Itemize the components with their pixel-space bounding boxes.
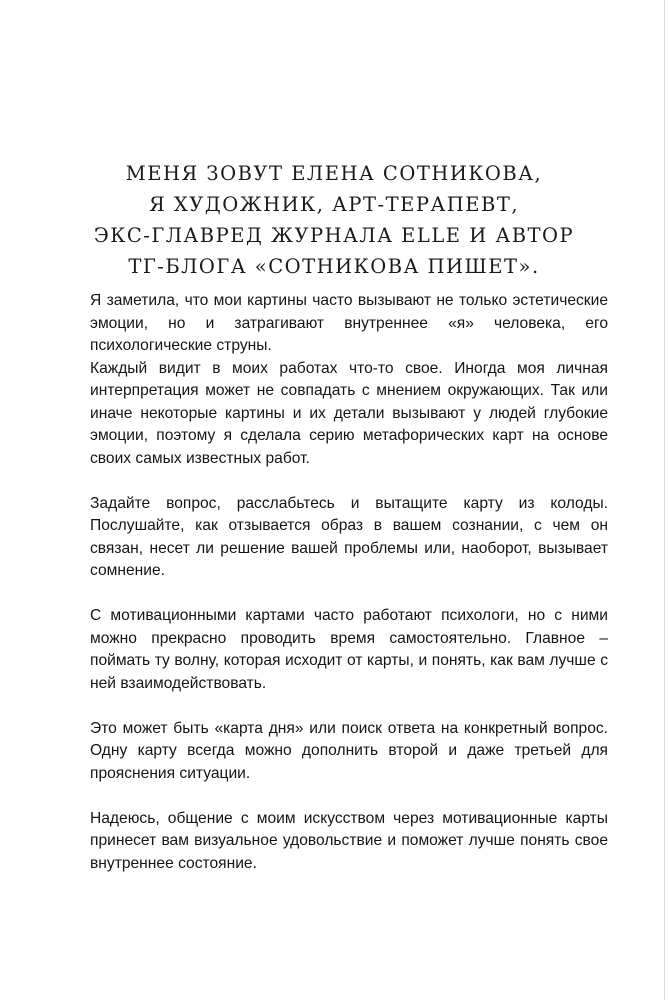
title-line-4: ТГ-БЛОГА «СОТНИКОВА ПИШЕТ».	[128, 255, 540, 278]
paragraph-card-of-day: Это может быть «карта дня» или поиск ответа на конкретный вопрос. Одну карту всегда можно дополнить второй и даже третьей для прояснения ситуации.	[90, 719, 608, 782]
paragraph-psychologists: С мотивационными картами часто работают психологи, но с ними можно прекрасно проводить время самостоятельно. Главное – поймать ту волну, которая исходит от карты, и понять, как вам лучше с ней взаимодействовать.	[90, 607, 608, 692]
body-text	[90, 290, 608, 898]
paragraph-interpretation: Каждый видит в моих работах что-то свое. Иногда моя личная интерпретация может не совпадать с мнением окружающих. Так или иначе некоторые картины и их детали вызывают у людей глубокие эмоции, поэтому я сделала серию метафорических карт на основе своих самых известных работ.	[90, 359, 608, 467]
page-title	[60, 158, 608, 282]
page-edge-divider	[664, 0, 665, 1000]
title-line-3: ЭКС-ГЛАВРЕД ЖУРНАЛА ELLE И АВТОР	[93, 224, 575, 247]
paragraph-instructions: Задайте вопрос, расслабьтесь и вытащите карту из колоды. Послушайте, как отзывается образ в вашем сознании, с чем он связан, несет ли решение вашей проблемы или, наоборот, вызывает сомнение.	[90, 494, 608, 579]
paragraph-closing: Надеюсь, общение с моим искусством через мотивационные карты принесет вам визуальное удовольствие и поможет лучше понять свое внутреннее состояние.	[90, 809, 608, 872]
title-line-2: Я ХУДОЖНИК, АРТ-ТЕРАПЕВТ,	[148, 193, 520, 216]
title-line-1: МЕНЯ ЗОВУТ ЕЛЕНА СОТНИКОВА,	[125, 162, 543, 185]
paragraph-intro: Я заметила, что мои картины часто вызывают не только эстетические эмоции, но и затрагивают внутреннее «я» человека, его психологические струны.	[90, 292, 608, 354]
